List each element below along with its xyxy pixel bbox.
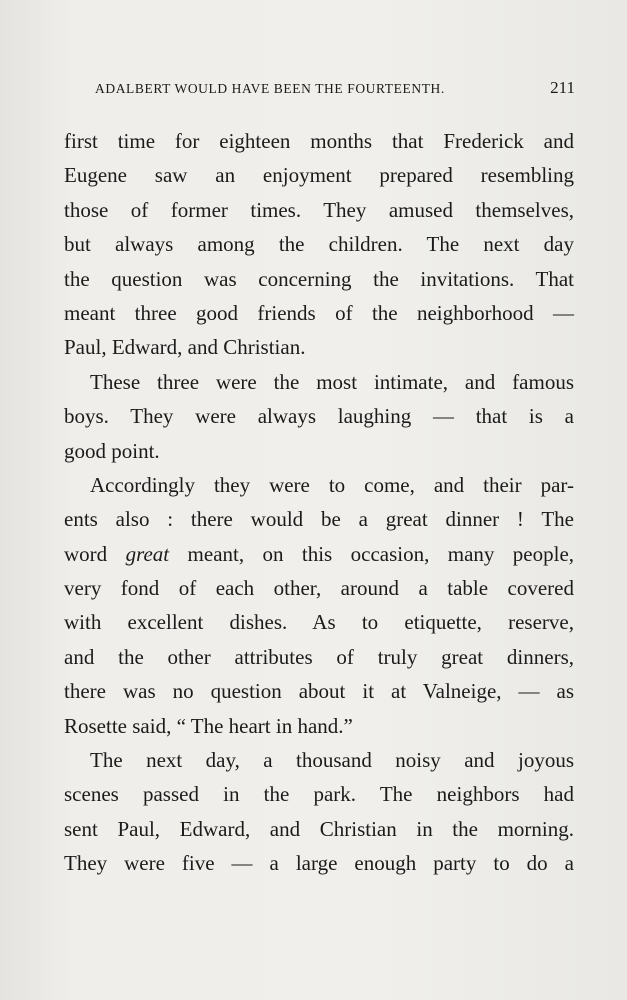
text-line: Accordingly they were to come, and their par-: [90, 472, 574, 497]
text-line: Eugene saw an enjoyment prepared resembling: [64, 163, 574, 188]
text-line: Rosette said, “ The heart in hand.”: [64, 713, 353, 738]
text-line: first time for eighteen months that Frederick and: [64, 129, 574, 153]
text-line: and the other attributes of truly great dinners,: [64, 644, 574, 669]
text-line: The next day, a thousand noisy and joyous: [90, 748, 574, 773]
text-line: but always among the children. The next day: [64, 232, 574, 257]
body-text: [64, 124, 574, 881]
page-number: 211: [550, 78, 575, 97]
text-fragment: word: [64, 541, 108, 566]
text-line: sent Paul, Edward, and Christian in the morning.: [64, 816, 574, 841]
text-line: scenes passed in the park. The neighbors had: [64, 782, 574, 807]
text-line: These three were the most intimate, and famous: [90, 369, 574, 394]
paragraph: [64, 124, 574, 365]
text-line: ents also : there would be a great dinner ! The: [64, 507, 574, 532]
italic-word: great: [125, 541, 170, 566]
text-line: there was no question about it at Valneige, — as: [64, 679, 574, 704]
text-line: meant three good friends of the neighborhood —: [64, 300, 574, 325]
text-line: very fond of each other, around a table covered: [64, 576, 574, 601]
paragraph: [64, 365, 574, 468]
text-line: Paul, Edward, and Christian.: [64, 335, 306, 360]
text-line: those of former times. They amused themselves,: [64, 197, 574, 222]
text-line: good point.: [64, 438, 160, 463]
running-title: ADALBERT WOULD HAVE BEEN THE FOURTEENTH.: [95, 81, 445, 96]
text-fragment: meant, on this occasion, many people,: [187, 541, 575, 566]
paragraph: [64, 743, 574, 881]
text-line-with-italic: [64, 537, 574, 571]
text-line: with excellent dishes. As to etiquette, reserve,: [64, 610, 574, 635]
running-header: [95, 78, 575, 102]
text-line: the question was concerning the invitations. That: [64, 266, 574, 291]
text-line: boys. They were always laughing — that is a: [64, 404, 574, 429]
text-line: They were five — a large enough party to do a: [64, 851, 574, 876]
paragraph: [64, 468, 574, 743]
